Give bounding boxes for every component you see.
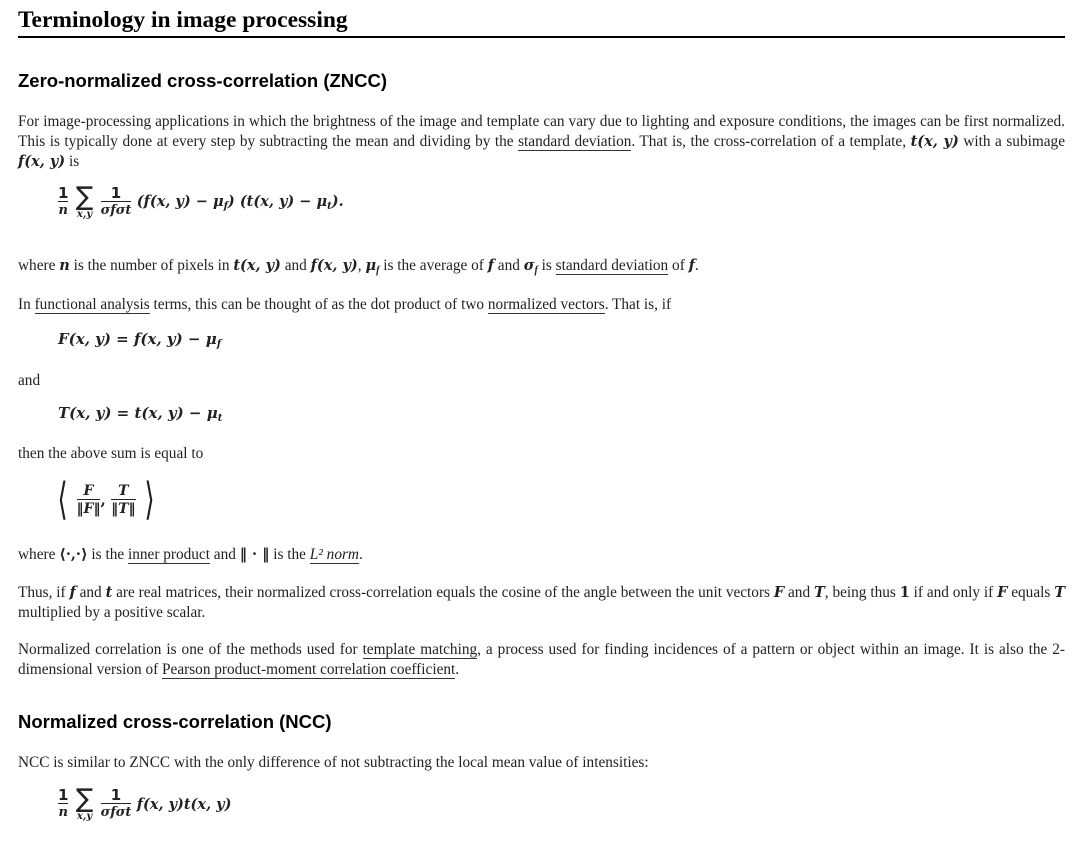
where-n-paragraph: where n is the number of pixels in t(x, y) and f(x, y), μf is the average of f and σf is standard deviation of f. — [18, 257, 699, 276]
formula-F: F(x, y) = f(x, $y) - \mu_f$ — [58, 330, 222, 350]
ncc-expression: f(x, y)t(x, y) — [136, 795, 232, 813]
fraction-one-over-sigma: $\frac{1}{\text{σfσt}}$ — [100, 183, 132, 218]
math-t-xy: t(x, y) — [910, 133, 959, 150]
article — [18, 0, 1065, 822]
intro-text-3: with a subimage — [958, 133, 1065, 150]
intro-text-4: is — [65, 153, 80, 170]
page-title: Terminology in image processing — [18, 0, 1065, 38]
link-standard-deviation[interactable]: standard deviation — [518, 133, 632, 150]
zncc-formula — [58, 184, 344, 220]
functional-analysis-paragraph: In functional analysis terms, this can be thought of as the dot product of two normalized vectors. That is, if — [18, 296, 672, 313]
ncc-formula: $\frac{1}{n}$ ∑ x,y $\frac{1}{\text{σfσt}}$ f(x, y)t(x, y) — [58, 784, 232, 822]
ncc-heading: Normalized cross-correlation (NCC) — [18, 711, 332, 732]
and-text: and — [18, 372, 41, 389]
link-template-matching[interactable]: template matching — [362, 641, 478, 658]
zncc-intro-paragraph — [18, 112, 1065, 172]
link-functional-analysis[interactable]: functional analysis — [34, 296, 150, 313]
where-inner-product-paragraph: where ⟨·,·⟩ is the inner product and ‖ · ‖ is the L² norm. — [18, 546, 363, 563]
link-l2-norm[interactable]: L² norm — [309, 546, 359, 563]
then-text: then the above sum is equal to — [18, 445, 204, 462]
link-pearson-coefficient[interactable]: Pearson product-moment correlation coefficient — [162, 661, 456, 678]
ncc-paragraph: NCC is similar to ZNCC with the only difference of not subtracting the local mean value of intensities: — [18, 754, 649, 771]
intro-text-1: For image-processing applications in which the brightness of the image and template can vary due to lighting and exposure conditions, the images can be first normalized. This is typically done at every step by subtracting the mean and dividing by the — [18, 113, 1065, 150]
thus-paragraph: Thus, if f and t are real matrices, their normalized cross-correlation equals the cosine of the angle between the unit vectors F and T, being thus 1 if and only if F equals T multiplied by a positive scalar. — [18, 584, 1065, 621]
formula-T: T(x, y) = t(x, $y) - \mu_t$ — [58, 404, 223, 424]
math-f-xy: f(x, y) — [18, 153, 66, 170]
link-normalized-vectors[interactable]: normalized vectors — [487, 296, 605, 313]
formula-inner-product: ⟨ $\frac{F}{‖F‖}$ , $\frac{T}{‖T‖}$ ⟩ — [57, 474, 155, 525]
link-standard-deviation-2[interactable]: standard deviation — [555, 257, 669, 274]
normalized-correlation-paragraph: Normalized correlation is one of the methods used for template matching, a process used for finding incidences of a pattern or object within an image. It is also the 2-dimensional version of Pearson product-moment correlation coefficient. — [18, 641, 1065, 678]
link-inner-product[interactable]: inner product — [127, 546, 210, 563]
fraction-one-over-n: $\frac{1}{n}$ — [58, 183, 69, 218]
sum-symbol: ∑ x,y — [75, 182, 94, 220]
intro-text-2: . That is, the cross-correlation of a template, — [631, 133, 907, 150]
zncc-expression: (f(x, $y) - \mu_f$) (t(x, $y) - \mu_t$). — [136, 192, 344, 212]
zncc-heading: Zero-normalized cross-correlation (ZNCC) — [18, 70, 388, 91]
